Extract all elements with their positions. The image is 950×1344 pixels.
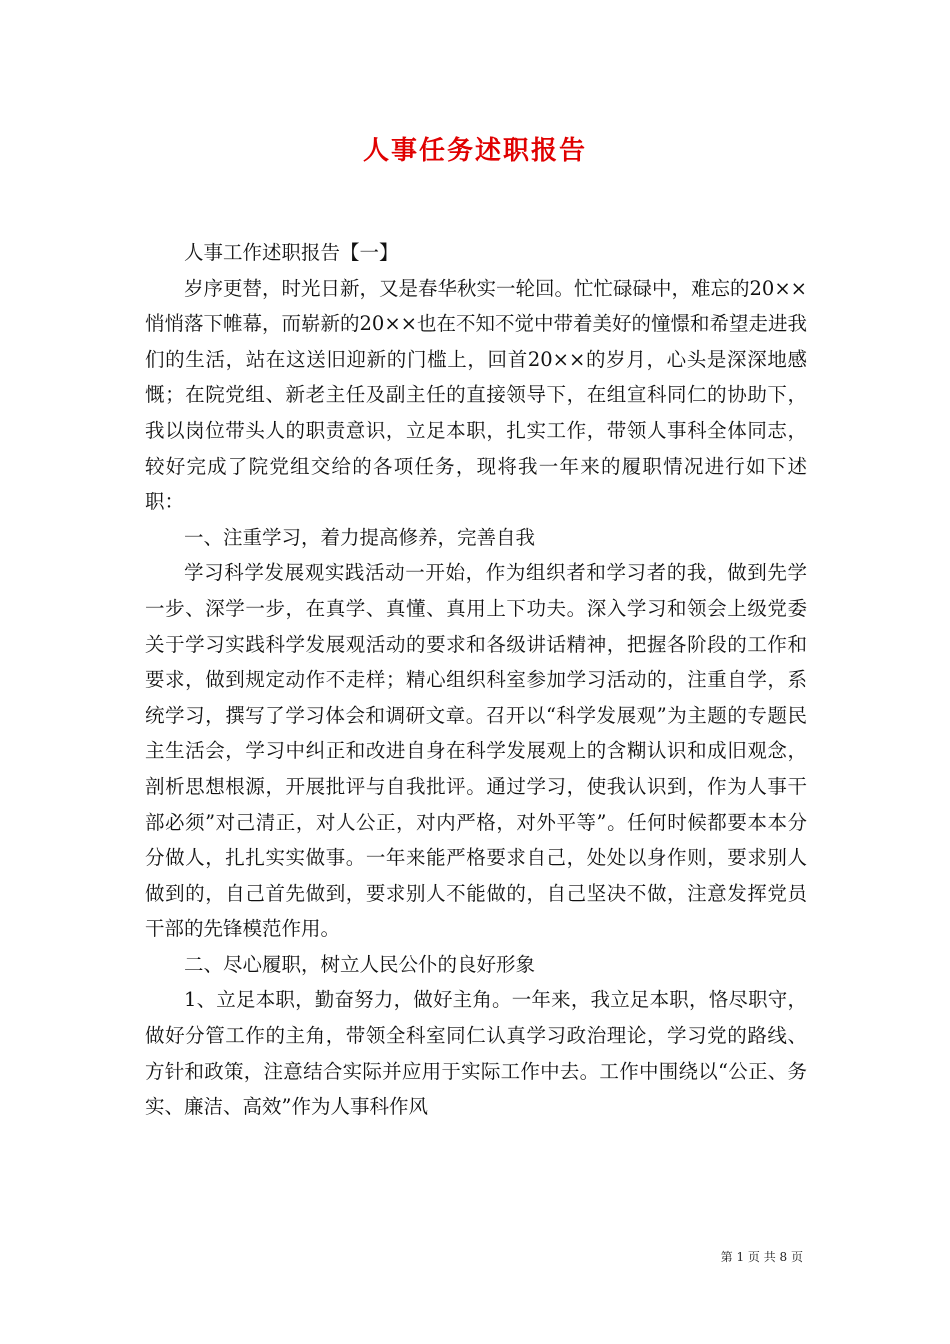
page-number: 第 1 页 共 8 页 (720, 1250, 803, 1264)
section-heading-2: 二、尽心履职，树立人民公仆的良好形象 (184, 952, 536, 976)
document-title: 人事任务述职报告 (362, 136, 587, 166)
paragraph-subheading: 人事工作述职报告【一】 (184, 241, 399, 264)
paragraph-section-1: 学习科学发展观实践活动一开始，作为组织者和学习者的我，做到先学一步、深学一步，在真学、真懂、真用上下功夫。深入学习和领会上级党委关于学习实践科学发展观活动的要求和各级讲话精神，把握各阶段的工作和要求，做到规定动作不走样；精心组织科室参加学习活动的，注重自学，系统学习，撰写了学习体会和调研文章。召开以“科学发展观”为主题的专题民主生活会，学习中纠正和改进自身在科学发展观上的含糊认识和成旧观念，剖析思想根源，开展批评与自我批评。通过学习，使我认识到，作为人事干部必须”对己清正，对人公正，对内严格，对外平等”。任何时候都要本本分分做人，扎扎实实做事。一年来能严格要求自己，处处以身作则，要求别人做到的，自己首先做到，要求别人不能做的，自己坚决不做，注意发挥党员干部的先锋模范作用。 (145, 561, 807, 941)
document-body (145, 235, 807, 1125)
paragraph-intro: 岁序更替，时光日新，又是春华秋实一轮回。忙忙碌碌中，难忘的20××悄悄落下帷幕，而崭新的20××也在不知不觉中带着美好的憧憬和希望走进我们的生活，站在这送旧迎新的门槛上，回首20××的岁月，心头是深深地感慨；在院党组、新老主任及副主任的直接领导下，在组宣科同仁的协助下，我以岗位带头人的职责意识，立足本职，扎实工作，带领人事科全体同志，较好完成了院党组交给的各项任务，现将我一年来的履职情况进行如下述职： (145, 276, 807, 514)
section-heading-1: 一、注重学习，着力提高修养，完善自我 (184, 525, 536, 549)
paragraph-section-2: 1、立足本职，勤奋努力，做好主角。一年来，我立足本职，恪尽职守，做好分管工作的主角，带领全科室同仁认真学习政治理论，学习党的路线、方针和政策，注意结合实际并应用于实际工作中去。工作中围绕以“公正、务实、廉洁、高效”作为人事科作风 (145, 988, 807, 1119)
